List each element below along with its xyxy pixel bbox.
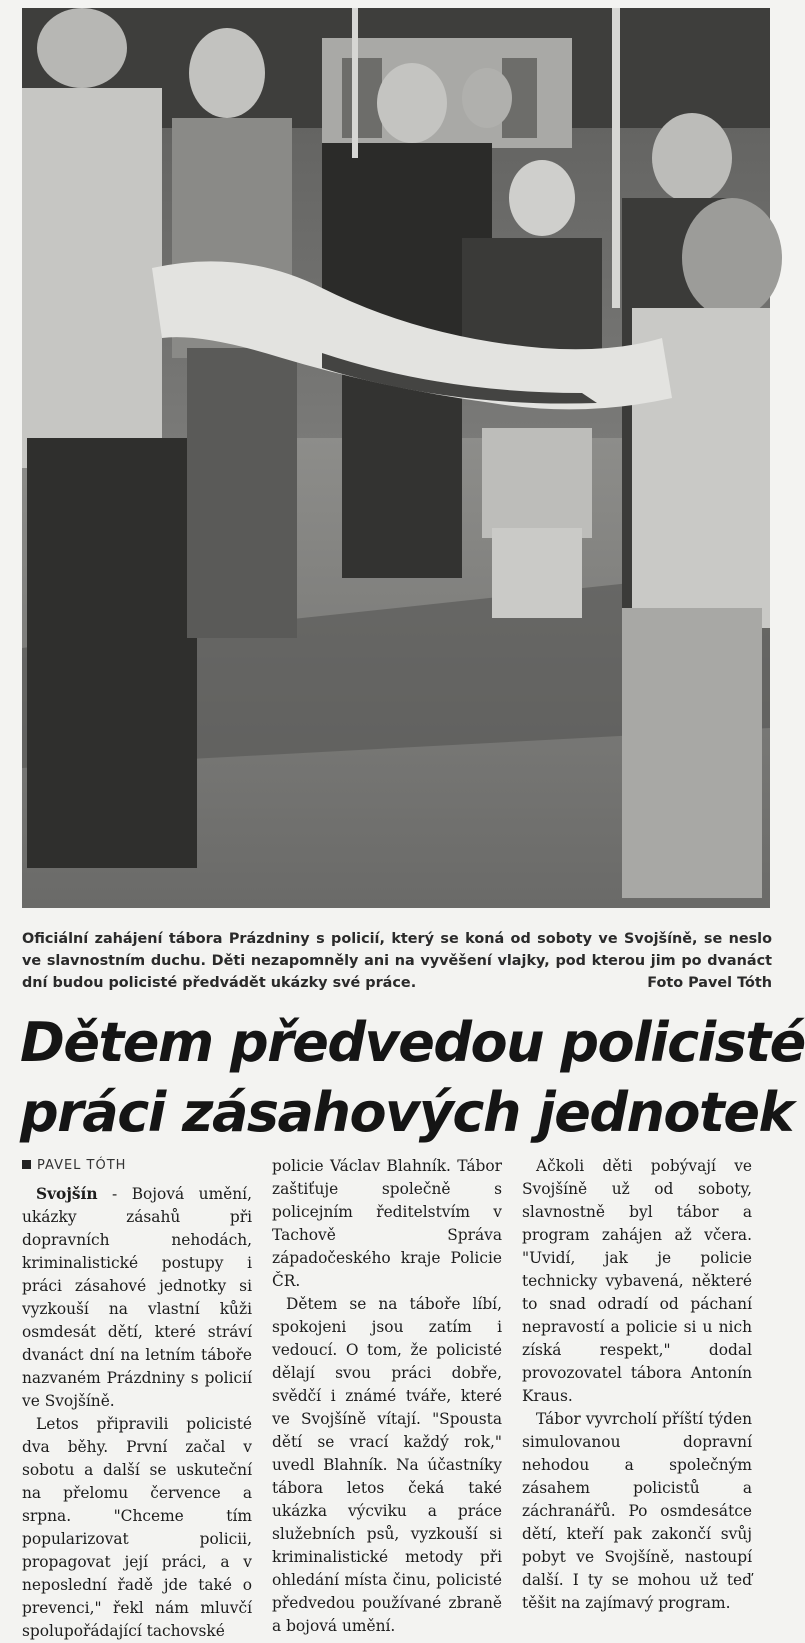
byline xyxy=(22,1155,252,1177)
article-paragraph: Tábor vyvrcholí příští týden simulovanou dopravní nehodou a společným zásahem policistů a záchranářů. Po osmdesátce dětí, kteří pak zakončí svůj pobyt ve Svojšíně, nastoupí další. I ty se mohou už teď těšit na zajímavý program. xyxy=(522,1410,752,1612)
article-paragraph: Dětem se na táboře líbí, spokojeni jsou zatím i vedoucí. O tom, že policisté dělají svou práci dobře, svědčí i známé tváře, které ve Svojšíně vítají. "Spousta dětí se vrací každý rok," uvedl Blahník. Na účastníky tábora letos čeká také ukázka výcviku a práce služebních psů, vyzkouší si kriminalistické metody při ohledání místa činu, policisté předvedou používané zbraně a bojová umění. xyxy=(272,1295,502,1635)
caption-text: Oficiální zahájení tábora Prázdniny s policií, který se koná od soboty ve Svojšíně, se neslo ve slavnostním duchu. Děti nezapomněly ani na vyvěšení vlajky, pod kterou jim po dvanáct dní budou policisté předvádět ukázky své práce. xyxy=(22,931,772,991)
article-body xyxy=(22,1155,772,1640)
article-paragraph: Letos připravili policisté dva běhy. První začal v sobotu a další se uskuteční na přelomu července a srpna. "Chceme tím popularizovat policii, propagovat její práci, a v neposlední řadě jde také o prevenci," řekl nám mluvčí spolupořádající tachovské xyxy=(22,1415,252,1640)
paragraph-text: - Bojová umění, ukázky zásahů při dopravních nehodách, kriminalistické postupy i práci zásahové jednotky si vyzkouší na vlastní kůži osmdesát dětí, které stráví dvanáct dní na letním táboře nazvaném Prázdniny s policií ve Svojšíně. xyxy=(22,1185,252,1410)
headline-line-2: práci zásahových jednotek xyxy=(20,1081,793,1144)
byline-author: PAVEL TÓTH xyxy=(37,1158,127,1173)
article-headline xyxy=(20,1008,805,1148)
photo-caption xyxy=(22,928,772,994)
article-paragraph: Ačkoli děti pobývají ve Svojšíně už od soboty, slavnostně byl tábor a program zahájen až včera. "Uvidí, jak je policie technicky vybavená, některé to snad odradí od páchaní nepravostí a policie si u nich získá respekt," dodal provozovatel tábora Antonín Kraus. xyxy=(522,1157,752,1405)
article-column-3 xyxy=(522,1155,752,1615)
dateline: Svojšín xyxy=(36,1185,98,1203)
article-paragraph: policie Václav Blahník. Tábor zaštiťuje společně s policejním ředitelstvím v Tachově Správa západočeského kraje Policie ČR. xyxy=(272,1157,502,1290)
news-photo xyxy=(22,8,770,908)
headline-line-1: Dětem předvedou policisté xyxy=(20,1011,805,1074)
article-column-1 xyxy=(22,1155,252,1643)
photo-icon xyxy=(22,8,770,908)
article-column-2 xyxy=(272,1155,502,1638)
article-paragraph xyxy=(22,1183,252,1413)
photo-credit: Foto Pavel Tóth xyxy=(647,975,772,991)
square-bullet-icon xyxy=(22,1160,31,1169)
